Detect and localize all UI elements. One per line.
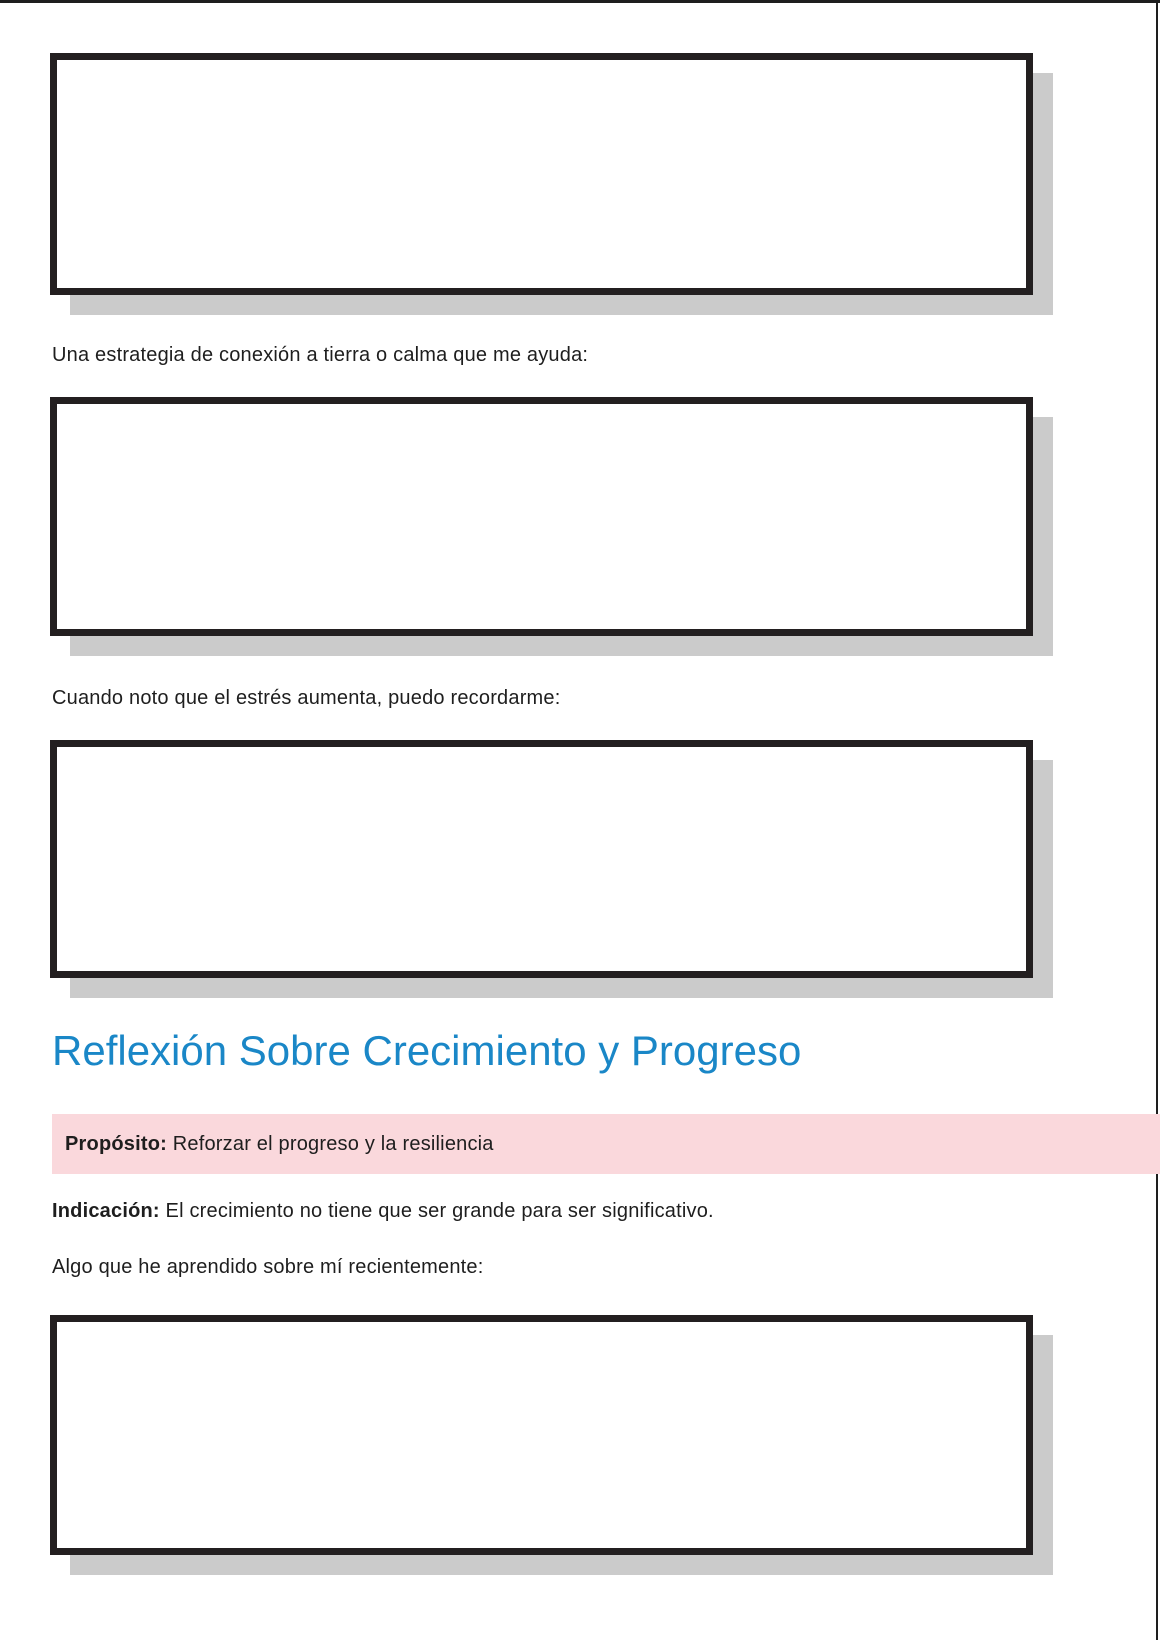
prompt-stress-reminder: Cuando noto que el estrés aumenta, puedo recordarme: bbox=[52, 687, 561, 709]
purpose-text: Reforzar el progreso y la resiliencia bbox=[172, 1133, 494, 1155]
page-border-right bbox=[1156, 0, 1158, 1640]
page-border-top bbox=[0, 0, 1160, 3]
response-box-grounding[interactable] bbox=[50, 397, 1033, 636]
response-box-learned[interactable] bbox=[50, 1315, 1033, 1555]
response-box-top[interactable] bbox=[50, 53, 1033, 295]
indication-line bbox=[52, 1197, 714, 1225]
purpose-label: Propósito: bbox=[65, 1133, 167, 1155]
indication-label: Indicación: bbox=[52, 1200, 160, 1222]
prompt-grounding-strategy: Una estrategia de conexión a tierra o calma que me ayuda: bbox=[52, 344, 589, 366]
purpose-banner bbox=[52, 1114, 1160, 1174]
indication-text: El crecimiento no tiene que ser grande para ser significativo. bbox=[165, 1200, 714, 1222]
response-box-stress-reminder[interactable] bbox=[50, 740, 1033, 978]
section-heading-growth: Reflexión Sobre Crecimiento y Progreso bbox=[52, 1027, 802, 1074]
prompt-learned-about-self: Algo que he aprendido sobre mí recientemente: bbox=[52, 1256, 484, 1278]
